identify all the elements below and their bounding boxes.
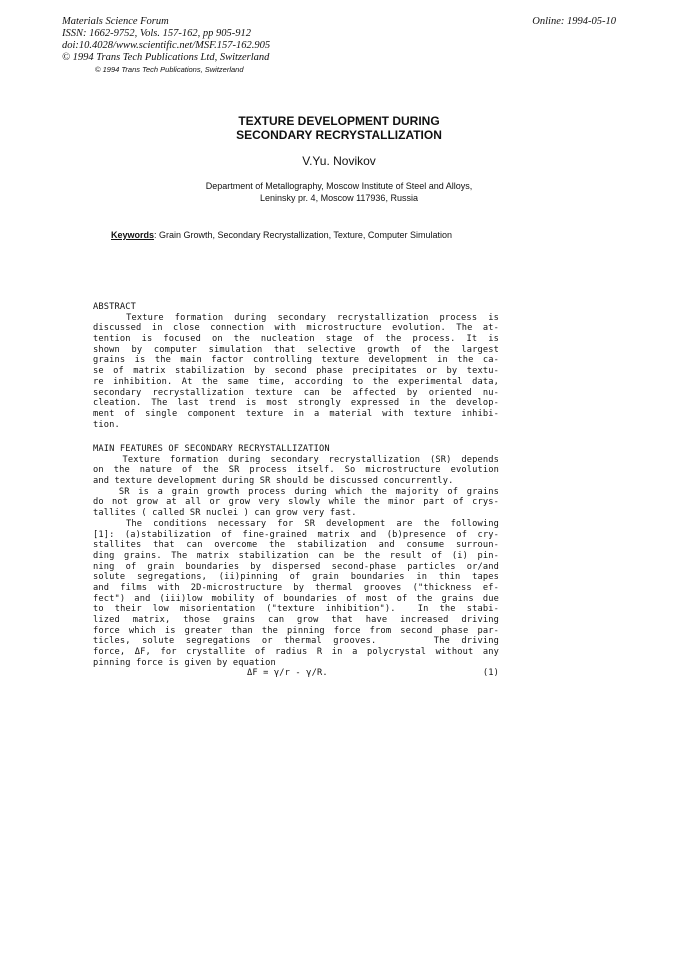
abstract-body <box>93 313 499 431</box>
text-line: ment of single component texture in a material with texture inhibi- <box>93 408 499 419</box>
text-line: tion. <box>93 419 120 430</box>
text-line: Texture formation during secondary recrystallization (SR) depends <box>93 454 499 465</box>
issn-line: ISSN: 1662-9752, Vols. 157-162, pp 905-912 <box>62 28 251 39</box>
text-line: ding grains. The matrix stabilization can be the result of (i) pin- <box>93 550 499 561</box>
author-name: V.Yu. Novikov <box>302 154 376 168</box>
text-line: The conditions necessary for SR development are the following <box>93 518 499 529</box>
text-line: secondary recrystallization texture can be affected by oriented nu- <box>93 387 499 398</box>
abstract-heading: ABSTRACT <box>93 302 137 312</box>
text-line: SR is a grain growth process during which the majority of grains <box>93 486 499 497</box>
text-line: shown by computer simulation that selective growth of the largest <box>93 344 499 355</box>
text-line: force which is greater than the pinning force from second phase par- <box>93 625 499 636</box>
text-line: on the nature of the SR process itself. So microstructure evolution <box>93 465 499 476</box>
affiliation <box>0 180 678 204</box>
text-line: to their low misorientation ("texture inhibition"). In the stabi- <box>93 604 499 615</box>
text-line: cleation. The last trend is most strongly expressed in the develop- <box>93 398 499 409</box>
text-line: solute segregations, (ii)pinning of grain boundaries in thin tapes <box>93 572 499 583</box>
text-line: ticles, solute segregations or thermal grooves. The driving <box>93 636 499 647</box>
text-line: re inhibition. At the same time, according to the experimental data, <box>93 376 499 387</box>
keywords-text: : Grain Growth, Secondary Recrystallization, Texture, Computer Simulation <box>154 230 452 240</box>
title-line-1: TEXTURE DEVELOPMENT DURING <box>238 114 440 128</box>
journal-info <box>62 16 270 64</box>
text-line: force, ΔF, for crystallite of radius R in a polycrystal without any <box>93 647 499 658</box>
text-line: pinning force is given by equation <box>93 657 276 668</box>
equation-1 <box>93 668 499 679</box>
section-body <box>93 455 499 669</box>
equation-number: (1) <box>482 668 499 679</box>
text-line: grains is the main factor controlling texture development in the ca- <box>93 355 499 366</box>
text-line: ning of grain boundaries by dispersed second-phase particles or/and <box>93 561 499 572</box>
doi-line[interactable]: doi:10.4028/www.scientific.net/MSF.157-162.905 <box>62 40 271 51</box>
text-line: do not grow at all or grow very slowly while the minor part of crys- <box>93 497 499 508</box>
abstract <box>93 302 499 430</box>
section-main-features <box>93 444 499 679</box>
copyright-line: © 1994 Trans Tech Publications Ltd, Switzerland <box>62 52 270 63</box>
keywords <box>111 230 452 240</box>
text-line: and texture development during SR should be discussed concurrently. <box>93 476 454 487</box>
publisher-note: © 1994 Trans Tech Publications, Switzerland <box>95 65 244 74</box>
text-line: lized matrix, those grains can grow that have increased driving <box>93 615 499 625</box>
text-line: and films with 2D-microstructure by thermal grooves ("thickness ef- <box>93 582 499 593</box>
text-line: stallites that can overcome the stabilization and consume surroun- <box>93 540 499 551</box>
affiliation-line-1: Department of Metallography, Moscow Institute of Steel and Alloys, <box>205 181 473 191</box>
text-line: tallites ( called SR nuclei ) can grow very fast. <box>93 508 357 519</box>
journal-name: Materials Science Forum <box>62 16 169 27</box>
text-line: tention is focused on the nucleation stage of the process. It is <box>93 334 499 345</box>
online-date: Online: 1994-05-10 <box>532 16 616 27</box>
text-line: discussed in close connection with microstructure evolution. The at- <box>93 323 499 334</box>
keywords-label: Keywords <box>111 230 155 240</box>
section-heading: MAIN FEATURES OF SECONDARY RECRYSTALLIZATION <box>93 444 330 454</box>
text-line: Texture formation during secondary recrystallization process is <box>93 312 499 323</box>
affiliation-line-2: Leninsky pr. 4, Moscow 117936, Russia <box>260 193 418 203</box>
title-line-2: SECONDARY RECRYSTALLIZATION <box>236 128 442 142</box>
text-line: se of matrix stabilization by second phase precipitates or by textu- <box>93 366 499 377</box>
paper-title <box>0 114 678 142</box>
equation-text: ΔF = γ/r - γ/R. <box>247 668 328 679</box>
text-line: fect") and (iii)low mobility of boundaries of most of the grains due <box>93 593 499 604</box>
text-line: [1]: (a)stabilization of fine-grained matrix and (b)presence of cry- <box>93 529 499 540</box>
